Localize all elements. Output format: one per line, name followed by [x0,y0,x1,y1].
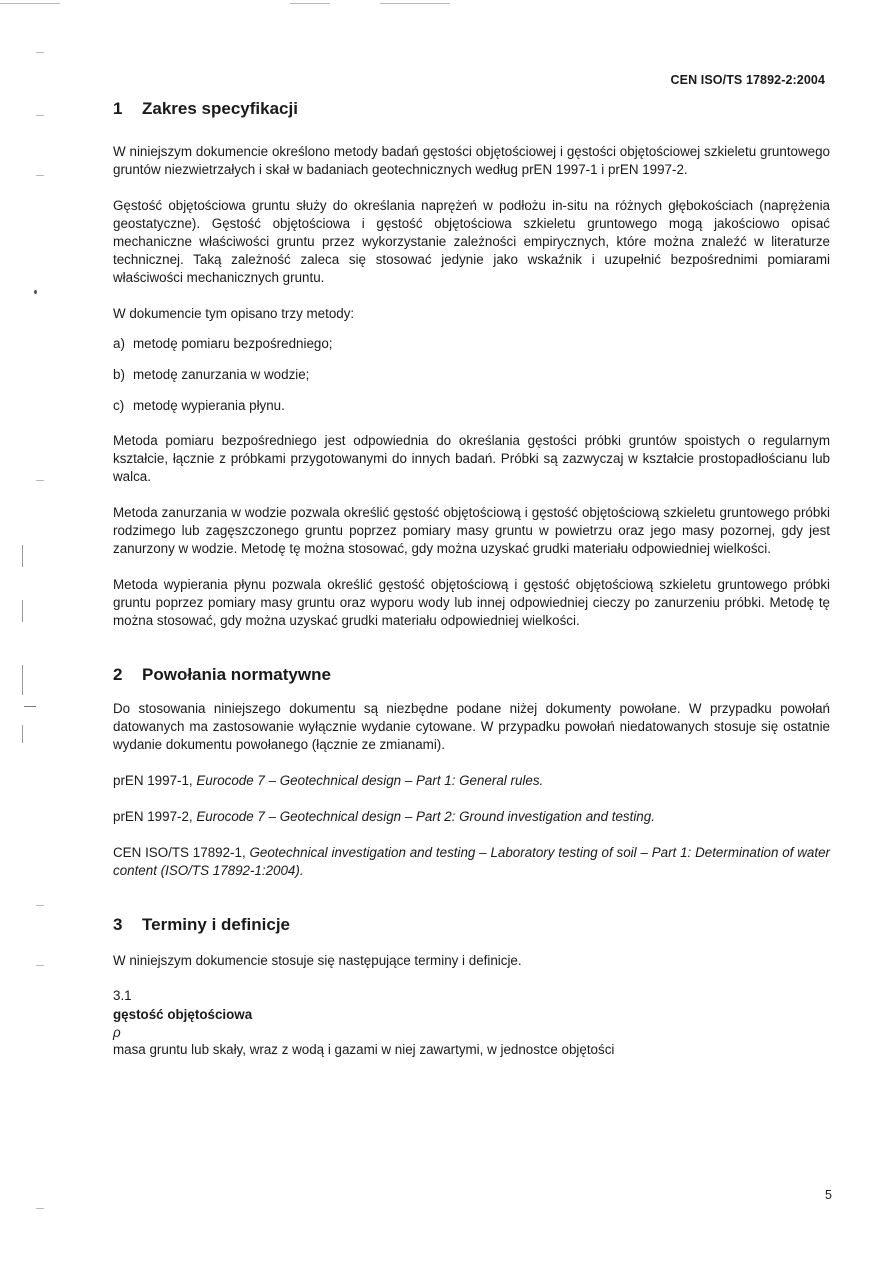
paragraph: Gęstość objętościowa gruntu służy do określania naprężeń w podłożu in-situ na różnych głębokościach (naprężenia geostatyczne). Gęstość objętościowa i gęstość objętościowa szkieletu gruntowego mogą jakościowo opisać mechaniczne właściwości gruntu przez wykorzystanie zależności empirycznych, które można znaleźć w literaturze technicznej. Taką zależność zaleca się stosować jedynie jako wskaźnik i uzupełnić bezpośrednimi pomiarami właściwości mechanicznych gruntu. [113,198,830,285]
section-title: Terminy i definicje [142,915,291,934]
paragraph: Metoda pomiaru bezpośredniego jest odpowiednia do określania gęstości próbki gruntów spoistych o regularnym kształcie, łącznie z próbkami przygotowanymi do innych badań. Próbki są zazwyczaj w kształcie prostopadłościanu lub walca. [113,433,830,484]
list-item [113,366,830,384]
section-2-heading [113,664,830,686]
page-number: 5 [825,1188,832,1202]
term-symbol: ρ [113,1025,121,1040]
list-item [113,335,830,353]
section-number: 2 [113,665,123,684]
scan-artifact [36,905,44,906]
term-entry [113,986,830,1059]
scan-artifact [0,3,60,4]
normative-reference [113,808,830,826]
scan-artifact [36,480,44,481]
reference-title: Eurocode 7 – Geotechnical design – Part 1: General rules. [196,773,544,788]
paragraph: Metoda wypierania płynu pozwala określić gęstość objętościową i gęstość objętościową szkieletu gruntowego próbki gruntu poprzez pomiary masy gruntu oraz wyporu wody lub innej odpowiedniej cieczy po zanurzeniu próbki. Metodę tę można stosować, gdy można uzyskać grudki materiału odpowiedniej wielkości. [113,577,830,628]
section-1-heading [113,98,830,120]
scan-artifact [290,3,330,4]
section-title: Zakres specyfikacji [142,99,298,118]
section-number: 3 [113,915,123,934]
paragraph: Metoda zanurzania w wodzie pozwala określić gęstość objętościową i gęstość objętościową szkieletu gruntowego próbki rodzimego lub zagęszczonego gruntu poprzez pomiary masy gruntu w powietrzu oraz jego masy pozornej, gdy jest zanurzony w wodzie. Metodę tę można stosować, gdy można uzyskać grudki materiału odpowiedniej wielkości. [113,505,830,556]
section-title: Powołania normatywne [142,665,331,684]
scan-artifact [36,115,44,116]
term-definition: masa gruntu lub skały, wraz z wodą i gazami w niej zawartymi, w jednostce objętości [113,1042,615,1057]
reference-code: prEN 1997-1, [113,773,197,788]
document-identifier: CEN ISO/TS 17892-2:2004 [670,73,825,87]
scan-artifact [36,175,44,176]
reference-title: Geotechnical investigation and testing – Laboratory testing of soil – Part 1: Determination of water content (ISO/TS 17892-1:2004). [113,845,830,878]
list-item [113,397,830,415]
scan-artifact [36,52,44,53]
scan-artifact [22,725,23,743]
scan-artifact [380,3,450,4]
scan-artifact [22,545,23,567]
list-label: a) [113,336,125,351]
list-text: metodę zanurzania w wodzie; [133,367,310,382]
scan-artifact [36,1208,44,1209]
normative-reference [113,772,830,790]
term-name: gęstość objętościowa [113,1007,253,1022]
term-number: 3.1 [113,988,132,1003]
scan-artifact [24,706,36,707]
list-label: c) [113,398,125,413]
paragraph: W niniejszym dokumencie stosuje się następujące terminy i definicje. [113,953,522,968]
normative-reference [113,844,830,880]
reference-code: CEN ISO/TS 17892-1, [113,845,250,860]
reference-title: Eurocode 7 – Geotechnical design – Part 2: Ground investigation and testing. [196,809,655,824]
scan-artifact [22,665,23,695]
section-number: 1 [113,99,123,118]
paragraph: W dokumencie tym opisano trzy metody: [113,306,355,321]
paragraph: W niniejszym dokumencie określono metody badań gęstości objętościowej i gęstości objętościowej szkieletu gruntowego gruntów niezwietrzałych i skał w badaniach geotechnicznych według prEN 1997-1 i prEN 1997-2. [113,144,830,177]
scan-artifact [36,965,44,966]
list-text: metodę pomiaru bezpośredniego; [133,336,333,351]
list-label: b) [113,367,125,382]
section-3-heading [113,914,830,936]
reference-code: prEN 1997-2, [113,809,197,824]
scan-artifact [34,290,37,294]
list-text: metodę wypierania płynu. [133,398,285,413]
paragraph: Do stosowania niniejszego dokumentu są niezbędne podane niżej dokumenty powołane. W przypadku powołań datowanych ma zastosowanie wyłącznie wydanie cytowane. W przypadku powołań niedatowanych stosuje się ostatnie wydanie dokumentu powołanego (łącznie ze zmianami). [113,701,830,752]
scan-artifact [22,600,23,622]
document-body [113,98,830,1059]
